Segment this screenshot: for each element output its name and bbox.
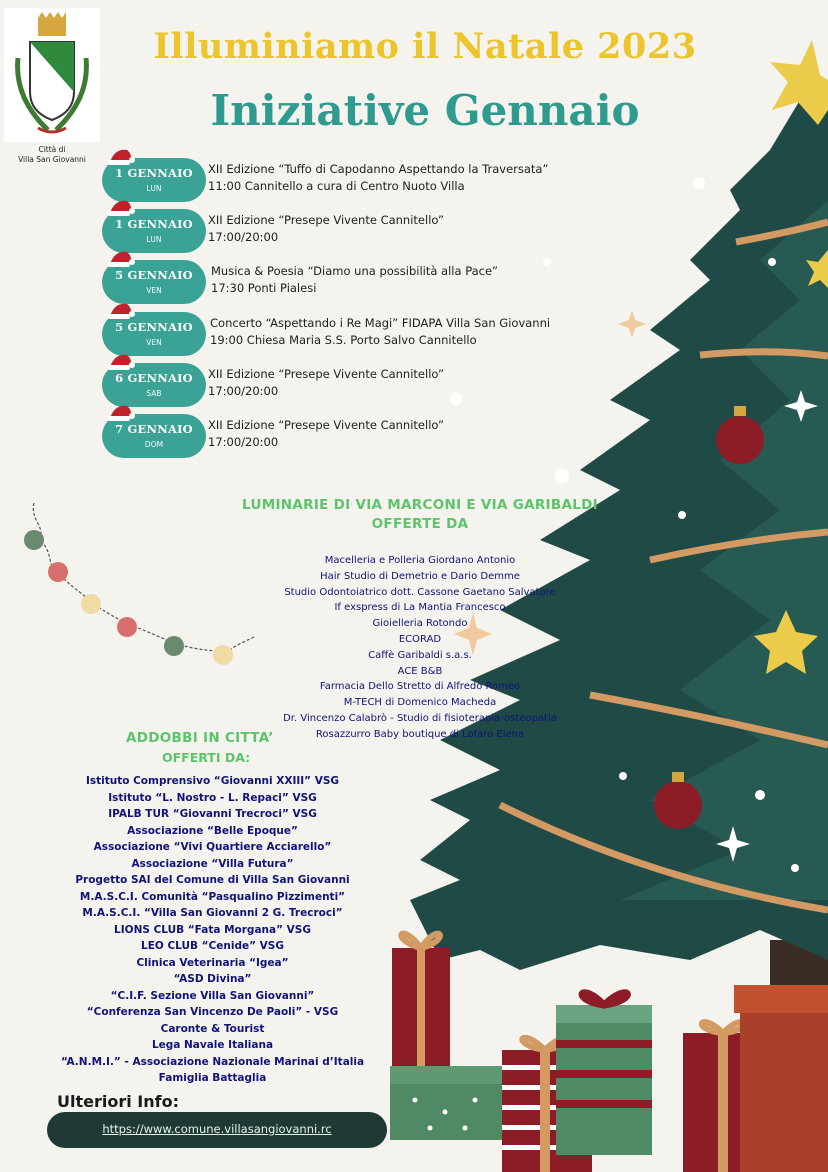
event-details: 11:00 Cannitello a cura di Centro Nuoto Villa: [208, 179, 465, 193]
addobbi-subheading: OFFERTI DA:: [162, 750, 251, 765]
event-item: [102, 209, 702, 259]
event-title: XII Edizione “Presepe Vivente Cannitello”: [208, 367, 444, 381]
event-weekday: SAB: [146, 389, 162, 398]
list-item: Farmacia Dello Stretto di Alfredo Romeo: [319, 681, 521, 693]
event-weekday: DOM: [144, 440, 164, 449]
addobbi-heading: ADDOBBI IN CITTA’: [126, 730, 274, 746]
event-details: 17:00/20:00: [208, 230, 279, 244]
event-details: 19:00 Chiesa Maria S.S. Porto Salvo Cannitello: [210, 333, 477, 347]
emblem-caption: [4, 145, 100, 165]
event-date: 1 GENNAIO: [115, 217, 193, 231]
flyer-subtitle: Iniziative Gennaio: [210, 86, 640, 135]
event-date: 6 GENNAIO: [115, 371, 193, 385]
santa-hat-icon: [107, 351, 135, 371]
list-item: Gioielleria Rotondo: [372, 618, 468, 630]
event-details: 17:30 Ponti Pialesi: [211, 281, 317, 295]
list-item: IPALB TUR “Giovanni Trecroci” VSG: [108, 808, 317, 820]
addobbi-sponsor-list: [40, 773, 385, 1087]
list-item: ACE B&B: [397, 665, 443, 677]
list-item: Istituto Comprensivo “Giovanni XXIII” VSG: [85, 775, 340, 787]
event-date: 5 GENNAIO: [115, 320, 193, 334]
list-item: Lega Navale Italiana: [151, 1039, 274, 1051]
event-details: 17:00/20:00: [208, 384, 279, 398]
event-item: [102, 363, 702, 413]
list-item: Istituto “L. Nostro - L. Repaci” VSG: [108, 791, 317, 804]
santa-hat-icon: [107, 300, 135, 320]
list-item: Caffè Garibaldi s.a.s.: [368, 649, 472, 661]
list-item: Associazione “Vivi Quartiere Acciarello”: [93, 841, 332, 853]
list-item: LIONS CLUB “Fata Morgana” VSG: [114, 923, 311, 936]
event-item: [102, 414, 702, 464]
event-date: 1 GENNAIO: [115, 166, 193, 180]
list-item: “C.I.F. Sezione Villa San Giovanni”: [110, 989, 315, 1002]
event-weekday: LUN: [146, 184, 162, 193]
event-weekday: LUN: [146, 235, 162, 244]
emblem-caption-line2: Villa San Giovanni: [18, 155, 86, 164]
list-item: Rosazzurro Baby boutique di Lofaro Elena: [315, 728, 525, 740]
list-item: If exspress di La Mantia Francesco: [334, 602, 506, 614]
santa-hat-icon: [107, 146, 135, 166]
event-title: XII Edizione “Presepe Vivente Cannitello”: [208, 418, 444, 432]
list-item: “ASD Divina”: [173, 973, 252, 985]
list-item: M.A.S.C.I. “Villa San Giovanni 2 G. Trecroci”: [82, 907, 343, 919]
santa-hat-icon: [107, 248, 135, 268]
list-item: ECORAD: [398, 633, 442, 645]
flyer-title: Illuminiamo il Natale 2023: [153, 26, 697, 67]
list-item: Famiglia Battaglia: [158, 1072, 267, 1084]
list-item: Studio Odontoiatrico dott. Cassone Gaetano Salvatore: [284, 586, 556, 598]
santa-hat-icon: [107, 197, 135, 217]
event-date: 5 GENNAIO: [115, 268, 193, 282]
list-item: Associazione “Villa Futura”: [131, 857, 294, 870]
event-weekday: VEN: [146, 286, 162, 295]
list-item: “Conferenza San Vincenzo De Paoli” - VSG: [86, 1006, 339, 1018]
emblem-caption-line1: Città di: [38, 145, 66, 154]
luminarie-heading: [210, 497, 630, 532]
event-item: [102, 158, 702, 208]
list-item: Dr. Vincenzo Calabrò - Studio di fisioterapia-osteopatia: [283, 712, 557, 724]
list-item: “A.N.M.I.” - Associazione Nazionale Marinai d’Italia: [60, 1055, 365, 1068]
event-title: Musica & Poesia “Diamo una possibilità alla Pace”: [211, 264, 499, 278]
luminarie-heading-line2: OFFERTE DA: [371, 516, 469, 532]
luminarie-sponsor-list: [240, 553, 600, 743]
event-title: XII Edizione “Tuffo di Capodanno Aspettando la Traversata”: [208, 162, 549, 176]
list-item: Caronte & Tourist: [160, 1022, 265, 1035]
list-item: LEO CLUB “Cenide” VSG: [141, 940, 284, 952]
coat-of-arms-icon: [4, 8, 100, 142]
list-item: Macelleria e Polleria Giordano Antonio: [324, 555, 516, 566]
list-item: Hair Studio di Demetrio e Dario Demme: [320, 570, 520, 582]
santa-hat-icon: [107, 402, 135, 422]
gift-boxes-icon: [390, 934, 828, 1172]
event-date: 7 GENNAIO: [115, 422, 193, 436]
event-details: 17:00/20:00: [208, 435, 279, 449]
event-item: [102, 260, 702, 310]
event-weekday: VEN: [146, 338, 162, 347]
list-item: Clinica Veterinaria “Igea”: [136, 956, 289, 969]
luminarie-heading-line1: LUMINARIE DI VIA MARCONI E VIA GARIBALDI: [242, 497, 598, 513]
event-item: [102, 312, 702, 362]
list-item: Progetto SAI del Comune di Villa San Giovanni: [75, 874, 350, 886]
website-link[interactable]: https://www.comune.villasangiovanni.rc: [102, 1122, 332, 1136]
list-item: M-TECH di Domenico Macheda: [343, 697, 497, 709]
list-item: Associazione “Belle Epoque”: [127, 824, 298, 837]
event-title: Concerto “Aspettando i Re Magi” FIDAPA Villa San Giovanni: [210, 316, 551, 330]
list-item: M.A.S.C.I. Comunità “Pasqualino Pizzimenti”: [79, 890, 346, 903]
event-title: XII Edizione “Presepe Vivente Cannitello”: [208, 213, 444, 227]
website-link-button[interactable]: [47, 1112, 387, 1148]
more-info-label: Ulteriori Info:: [57, 1092, 179, 1111]
city-emblem: [4, 8, 100, 142]
